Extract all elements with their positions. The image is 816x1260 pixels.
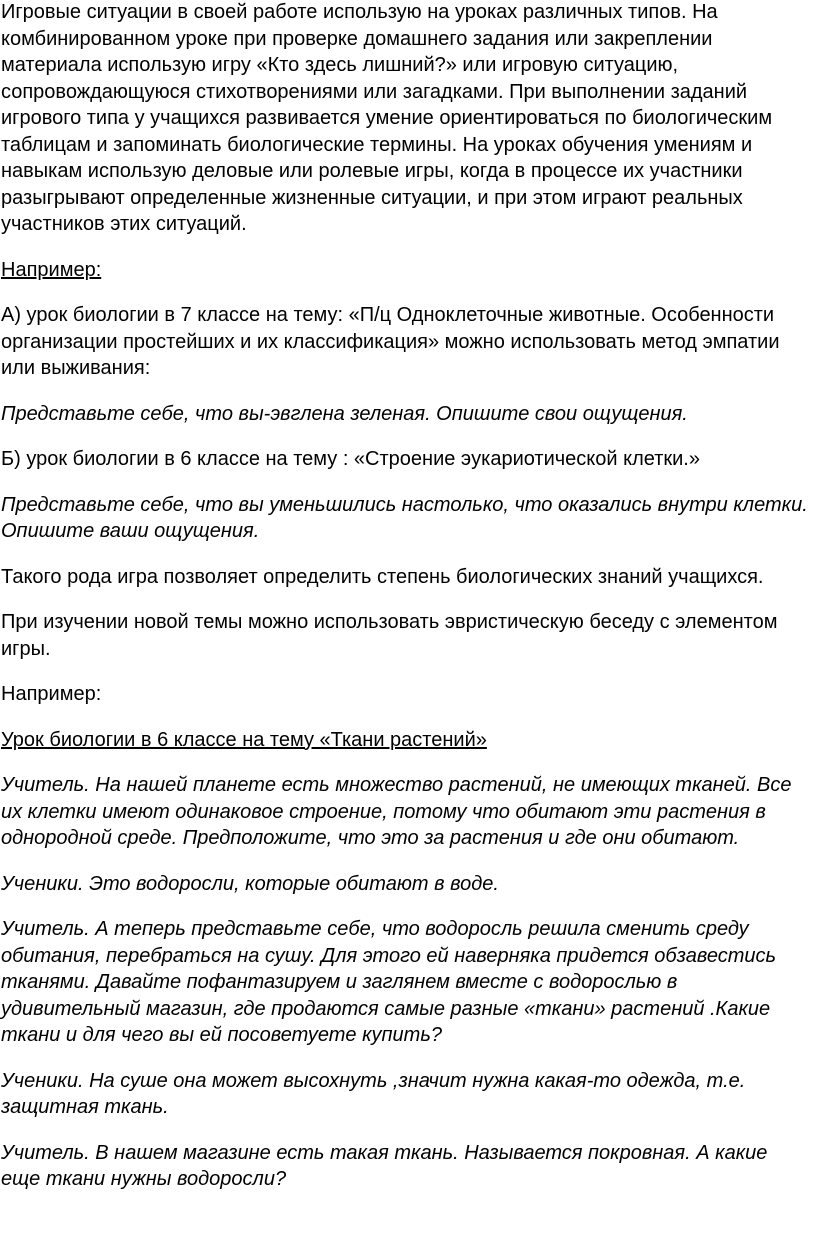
paragraph-task-a: Представьте себе, что вы-эвглена зеленая. Опишите свои ощущения.	[1, 402, 688, 425]
paragraph-teacher-2: Учитель. А теперь представьте себе, что водоросль решила сменить среду обитания, перебраться на сушу. Для этого ей наверняка придется обзавестись тканями. Давайте пофантазируем и заглянем вместе с водорослью в удивительный магазин, где продаются самые разные «ткани» растений .Какие ткани и для чего вы ей посоветуете купить?	[1, 918, 777, 1046]
paragraph-new-topic: При изучении новой темы можно использовать эвристическую беседу с элементом игры.	[1, 611, 778, 660]
paragraph-summary: Такого рода игра позволяет определить степень биологических знаний учащихся.	[1, 565, 764, 588]
paragraph-students-2: Ученики. На суше она может высохнуть ,значит нужна какая-то одежда, т.е. защитная ткань.	[1, 1069, 746, 1118]
paragraph-teacher-1: Учитель. На нашей планете есть множество растений, не имеющих тканей. Все их клетки имеют одинаковое строение, потому что обитают эти растения в однородной среде. Предположите, что это за растения и где они обитают.	[1, 774, 792, 849]
paragraph-example-heading-1: Например:	[1, 258, 102, 281]
paragraph-intro: Игровые ситуации в своей работе использую на уроках различных типов. На комбинированном уроке при проверке домашнего задания или закреплении материала использую игру «Кто здесь лишний?» или игровую ситуацию, сопровождающуюся стихотворениями или загадками. При выполнении заданий игрового типа у учащихся развивается умение ориентироваться по биологическим таблицам и запоминать биологические термины. На уроках обучения умениям и навыкам использую деловые или ролевые игры, когда в процессе их участники разыгрывают определенные жизненные ситуации, и при этом играют реальных участников этих ситуаций.	[1, 1, 773, 235]
paragraph-task-b: Представьте себе, что вы уменьшились настолько, что оказались внутри клетки. Опишите ваши ощущения.	[1, 493, 808, 542]
paragraph-lesson-topic: Урок биологии в 6 классе на тему «Ткани растений»	[1, 728, 487, 751]
paragraph-teacher-3: Учитель. В нашем магазине есть такая ткань. Называется покровная. А какие еще ткани нужны водоросли?	[1, 1141, 768, 1190]
paragraph-example-heading-2: Например:	[1, 683, 102, 705]
paragraph-lesson-b: Б) урок биологии в 6 классе на тему : «Строение эукариотической клетки.»	[1, 448, 700, 470]
paragraph-lesson-a: А) урок биологии в 7 классе на тему: «П/ц Одноклеточные животные. Особенности организации простейших и их классификация» можно использовать метод эмпатии или выживания:	[1, 304, 780, 379]
paragraph-students-1: Ученики. Это водоросли, которые обитают в воде.	[1, 872, 499, 895]
